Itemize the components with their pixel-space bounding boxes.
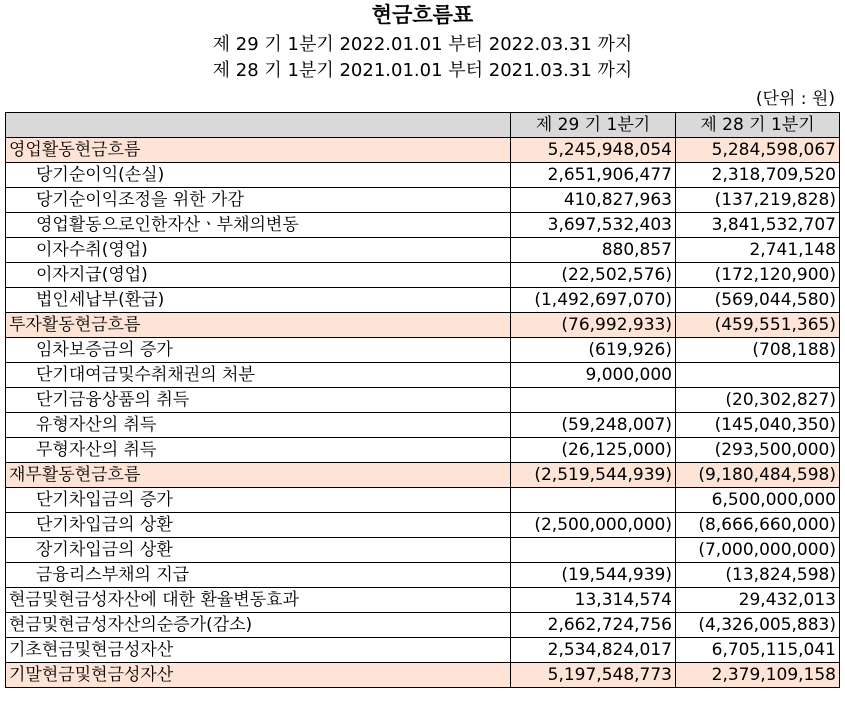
prior-period-value: 29,432,013 (676, 588, 840, 613)
prior-period-value: 6,705,115,041 (676, 638, 840, 663)
table-row (6, 538, 840, 563)
prior-period-value: 2,379,109,158 (676, 663, 840, 688)
row-label: 단기금융상품의 취득 (6, 388, 511, 413)
prior-period-value: (145,040,350) (676, 413, 840, 438)
current-period-value: 3,697,532,403 (511, 213, 676, 238)
current-period-value: 2,651,906,477 (511, 163, 676, 188)
table-row (6, 163, 840, 188)
current-period-value: (2,500,000,000) (511, 513, 676, 538)
table-row (6, 663, 840, 688)
table-row (6, 488, 840, 513)
row-label: 유형자산의 취득 (6, 413, 511, 438)
table-row (6, 438, 840, 463)
row-label: 이자지급(영업) (6, 263, 511, 288)
current-period-value (511, 538, 676, 563)
header-current-period: 제 29 기 1분기 (511, 113, 676, 138)
statement-title: 현금흐름표 (371, 3, 474, 27)
prior-period-value: (9,180,484,598) (676, 463, 840, 488)
table-row (6, 213, 840, 238)
row-label: 임차보증금의 증가 (6, 338, 511, 363)
prior-period-value: 5,284,598,067 (676, 138, 840, 163)
row-label: 단기차입금의 상환 (6, 513, 511, 538)
current-period-value: 5,197,548,773 (511, 663, 676, 688)
prior-period-value: (569,044,580) (676, 288, 840, 313)
table-row (6, 238, 840, 263)
table-row (6, 638, 840, 663)
table-row (6, 363, 840, 388)
current-period-value: 2,534,824,017 (511, 638, 676, 663)
table-row (6, 288, 840, 313)
prior-period-value: 2,318,709,520 (676, 163, 840, 188)
current-period-value: 2,662,724,756 (511, 613, 676, 638)
row-label: 영업활동현금흐름 (6, 138, 511, 163)
unit-label: (단위 : 원) (755, 89, 835, 109)
row-label: 영업활동으로인한자산ㆍ부채의변동 (6, 213, 511, 238)
period-current: 제 29 기 1분기 2022.01.01 부터 2022.03.31 까지 (212, 34, 633, 55)
current-period-value: (22,502,576) (511, 263, 676, 288)
prior-period-value: 6,500,000,000 (676, 488, 840, 513)
row-label: 무형자산의 취득 (6, 438, 511, 463)
current-period-value: 410,827,963 (511, 188, 676, 213)
current-period-value: 5,245,948,054 (511, 138, 676, 163)
row-label: 당기순이익조정을 위한 가감 (6, 188, 511, 213)
current-period-value: (2,519,544,939) (511, 463, 676, 488)
period-prior: 제 28 기 1분기 2021.01.01 부터 2021.03.31 까지 (212, 60, 633, 81)
table-row (6, 313, 840, 338)
row-label: 당기순이익(손실) (6, 163, 511, 188)
current-period-value: (59,248,007) (511, 413, 676, 438)
header-label-column (6, 113, 511, 138)
prior-period-value: 3,841,532,707 (676, 213, 840, 238)
current-period-value (511, 388, 676, 413)
current-period-value: (619,926) (511, 338, 676, 363)
current-period-value: (19,544,939) (511, 563, 676, 588)
current-period-value: (76,992,933) (511, 313, 676, 338)
table-row (6, 138, 840, 163)
current-period-value: (26,125,000) (511, 438, 676, 463)
prior-period-value: (13,824,598) (676, 563, 840, 588)
row-label: 투자활동현금흐름 (6, 313, 511, 338)
table-row (6, 563, 840, 588)
table-header-row (6, 113, 840, 138)
current-period-value: 880,857 (511, 238, 676, 263)
table-row (6, 588, 840, 613)
prior-period-value: (7,000,000,000) (676, 538, 840, 563)
row-label: 금융리스부채의 지급 (6, 563, 511, 588)
table-row (6, 513, 840, 538)
row-label: 장기차입금의 상환 (6, 538, 511, 563)
row-label: 현금및현금성자산에 대한 환율변동효과 (6, 588, 511, 613)
row-label: 이자수취(영업) (6, 238, 511, 263)
table-row (6, 388, 840, 413)
current-period-value: 9,000,000 (511, 363, 676, 388)
prior-period-value: (293,500,000) (676, 438, 840, 463)
current-period-value: (1,492,697,070) (511, 288, 676, 313)
table-row (6, 263, 840, 288)
prior-period-value: (8,666,660,000) (676, 513, 840, 538)
row-label: 단기차입금의 증가 (6, 488, 511, 513)
row-label: 현금및현금성자산의순증가(감소) (6, 613, 511, 638)
row-label: 단기대여금및수취채권의 처분 (6, 363, 511, 388)
table-row (6, 413, 840, 438)
prior-period-value: (137,219,828) (676, 188, 840, 213)
prior-period-value: (708,188) (676, 338, 840, 363)
header-prior-period: 제 28 기 1분기 (676, 113, 840, 138)
row-label: 기초현금및현금성자산 (6, 638, 511, 663)
row-label: 재무활동현금흐름 (6, 463, 511, 488)
current-period-value (511, 488, 676, 513)
prior-period-value: (20,302,827) (676, 388, 840, 413)
row-label: 기말현금및현금성자산 (6, 663, 511, 688)
prior-period-value: 2,741,148 (676, 238, 840, 263)
prior-period-value: (459,551,365) (676, 313, 840, 338)
table-row (6, 188, 840, 213)
prior-period-value: (172,120,900) (676, 263, 840, 288)
prior-period-value (676, 363, 840, 388)
table-row (6, 338, 840, 363)
current-period-value: 13,314,574 (511, 588, 676, 613)
row-label: 법인세납부(환급) (6, 288, 511, 313)
prior-period-value: (4,326,005,883) (676, 613, 840, 638)
table-row (6, 613, 840, 638)
table-row (6, 463, 840, 488)
cash-flow-table (5, 112, 840, 688)
